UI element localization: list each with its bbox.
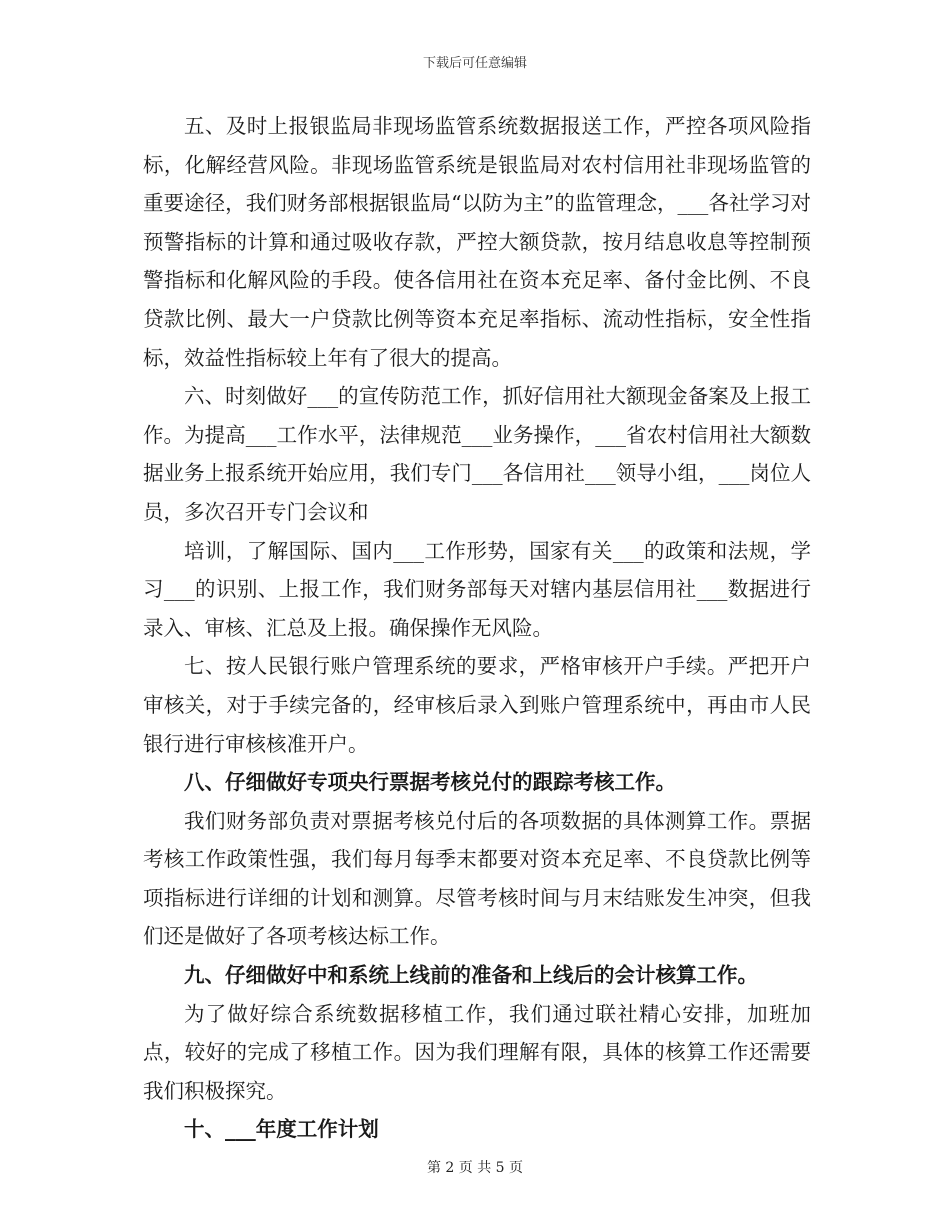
paragraph-8-body: 我们财务部负责对票据考核兑付后的各项数据的具体测算工作。票据考核工作政策性强，我们每月每季末都要对资本充足率、不良贷款比例等项指标进行详细的计划和测算。尽管考核时间与月末结账发生冲突，但我们还是做好了各项考核达标工作。 — [143, 808, 811, 949]
section-heading-8: 八、仔细做好专项央行票据考核兑付的跟踪考核工作。 — [184, 770, 676, 795]
section-heading-9: 九、仔细做好中和系统上线前的准备和上线后的会计核算工作。 — [184, 963, 758, 988]
paragraph-7: 七、按人民银行账户管理系统的要求，严格审核开户手续。严把开户审核关，对于手续完备的，经审核后录入到账户管理系统中，再由市人民银行进行审核核准开户。 — [143, 654, 811, 756]
page-header: 下载后可任意编辑 — [422, 56, 527, 71]
paragraph-5: 五、及时上报银监局非现场监管系统数据报送工作，严控各项风险指标，化解经营风险。非现场监管系统是银监局对农村信用社非现场监管的重要途径，我们财务部根据银监局“以防为主”的监管理念，___各社学习对预警指标的计算和通过吸收存款，严控大额贷款，按月结息收息等控制预警指标和化解风险的手段。使各信用社在资本充足率、备付金比例、不良贷款比例、最大一户贷款比例等资本充足率指标、流动性指标，安全性指标，效益性指标较上年有了很大的提高。 — [143, 114, 811, 370]
paragraph-6: 六、时刻做好___的宣传防范工作，抓好信用社大额现金备案及上报工作。为提高___工作水平，法律规范___业务操作，___省农村信用社大额数据业务上报系统开始应用，我们专门___各信用社___领导小组，___岗位人员，多次召开专门会议和 — [143, 384, 811, 524]
page-footer: 第 2 页 共 5 页 — [426, 1160, 524, 1176]
document-body — [143, 107, 811, 1149]
paragraph-6-continued: 培训，了解国际、国内___工作形势，国家有关___的政策和法规，学习___的识别、上报工作，我们财务部每天对辖内基层信用社___数据进行录入、审核、汇总及上报。确保操作无风险。 — [143, 538, 811, 640]
paragraph-9-body: 为了做好综合系统数据移植工作，我们通过联社精心安排，加班加点，较好的完成了移植工作。因为我们理解有限，具体的核算工作还需要我们积极探究。 — [143, 1001, 811, 1103]
section-heading-10: 十、___年度工作计划 — [184, 1117, 379, 1142]
